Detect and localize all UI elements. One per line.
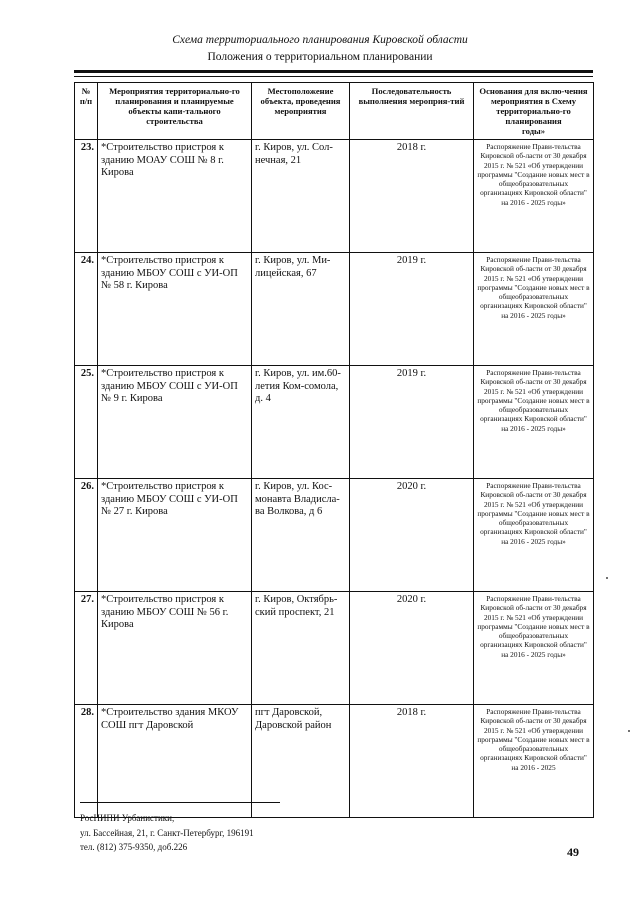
table-row [75,140,594,253]
row-basis: Распоряжение Прави-тельства Кировской об-ласти от 30 декабря 2015 г. № 521 «Об утверждении программы "Создание новых мест в общеобразовательных организациях Кировской области" на 2016 - 2025 годы» [474,479,594,592]
column-header-basis [474,83,594,140]
row-event: *Строительство здания МКОУ СОШ пгт Даровской [98,705,252,818]
row-sequence: 2019 г. [350,366,474,479]
footer-org: РосНИПИ Урбанистики, [80,813,175,823]
column-header-sequence: Последовательность выполнения мероприя-тий [350,83,474,140]
row-basis: Распоряжение Прави-тельства Кировской об-ласти от 30 декабря 2015 г. № 521 «Об утверждении программы "Создание новых мест в общеобразовательных организациях Кировской области" на 2016 - 2025 годы» [474,253,594,366]
row-number: 24. [75,253,98,366]
row-basis: Распоряжение Прави-тельства Кировской об-ласти от 30 декабря 2015 г. № 521 «Об утверждении программы "Создание новых мест в общеобразовательных организациях Кировской области" на 2016 - 2025 годы» [474,140,594,253]
footer-block [80,811,254,855]
column-header-event: Мероприятия территориально-го планирования и планируемые объекты капи-тального строительства [98,83,252,140]
table-row [75,366,594,479]
row-number: 27. [75,592,98,705]
row-location: г. Киров, ул. Ми-лицейская, 67 [252,253,350,366]
row-event: *Строительство пристроя к зданию МБОУ СОШ № 56 г. Кирова [98,592,252,705]
scan-speck [606,577,608,579]
row-basis: Распоряжение Прави-тельства Кировской об-ласти от 30 декабря 2015 г. № 521 «Об утверждении программы "Создание новых мест в общеобразовательных организациях Кировской области" на 2016 - 2025 годы» [474,592,594,705]
footer-phone: тел. (812) 375-9350, доб.226 [80,842,188,852]
plan-table [74,82,594,818]
row-sequence: 2018 г. [350,140,474,253]
row-number: 25. [75,366,98,479]
row-location: г. Киров, Октябрь-ский проспект, 21 [252,592,350,705]
footer-address: ул. Бассейная, 21, г. Санкт-Петербург, 196191 [80,827,254,838]
column-header-location: Местоположение объекта, проведения мероприятия [252,83,350,140]
row-location: пгт Даровской, Даровской район [252,705,350,818]
row-sequence: 2020 г. [350,479,474,592]
row-number: 26. [75,479,98,592]
header-rule-thin [74,76,593,77]
table-row [75,592,594,705]
row-location: г. Киров, ул. Сол-нечная, 21 [252,140,350,253]
row-event: *Строительство пристроя к зданию МБОУ СОШ с УИ-ОП № 27 г. Кирова [98,479,252,592]
table-row [75,253,594,366]
document-subtitle: Положения о территориальном планировании [207,51,433,63]
row-sequence: 2018 г. [350,705,474,818]
row-sequence: 2020 г. [350,592,474,705]
page-number: 49 [567,845,579,859]
row-sequence: 2019 г. [350,253,474,366]
row-basis: Распоряжение Прави-тельства Кировской об-ласти от 30 декабря 2015 г. № 521 «Об утверждении программы "Создание новых мест в общеобразовательных организациях Кировской области" на 2016 - 2025 [474,705,594,818]
header-rule-thick [74,70,593,73]
row-location: г. Киров, ул. Кос-монавта Владисла-ва Волкова, д 6 [252,479,350,592]
column-header-basis-label: Основания для вклю-чения мероприятия в Схему территориально-го планирования [479,86,588,126]
scan-speck [628,730,630,732]
column-header-basis-overflow: годы» [521,126,546,136]
row-basis: Распоряжение Прави-тельства Кировской об-ласти от 30 декабря 2015 г. № 521 «Об утверждении программы "Создание новых мест в общеобразовательных организациях Кировской области" на 2016 - 2025 годы» [474,366,594,479]
footer-rule [80,802,280,803]
table-row [75,705,594,818]
row-number: 23. [75,140,98,253]
row-event: *Строительство пристроя к зданию МОАУ СОШ № 8 г. Кирова [98,140,252,253]
row-number: 28. [75,705,98,818]
row-location: г. Киров, ул. им.60-летия Ком-сомола, д. 4 [252,366,350,479]
document-title: Схема территориального планирования Кировской области [172,34,468,46]
table-row [75,479,594,592]
row-event: *Строительство пристроя к зданию МБОУ СОШ с УИ-ОП № 58 г. Кирова [98,253,252,366]
row-event: *Строительство пристроя к зданию МБОУ СОШ с УИ-ОП № 9 г. Кирова [98,366,252,479]
table-header-row [75,83,594,140]
column-header-num: № п/п [75,83,98,140]
